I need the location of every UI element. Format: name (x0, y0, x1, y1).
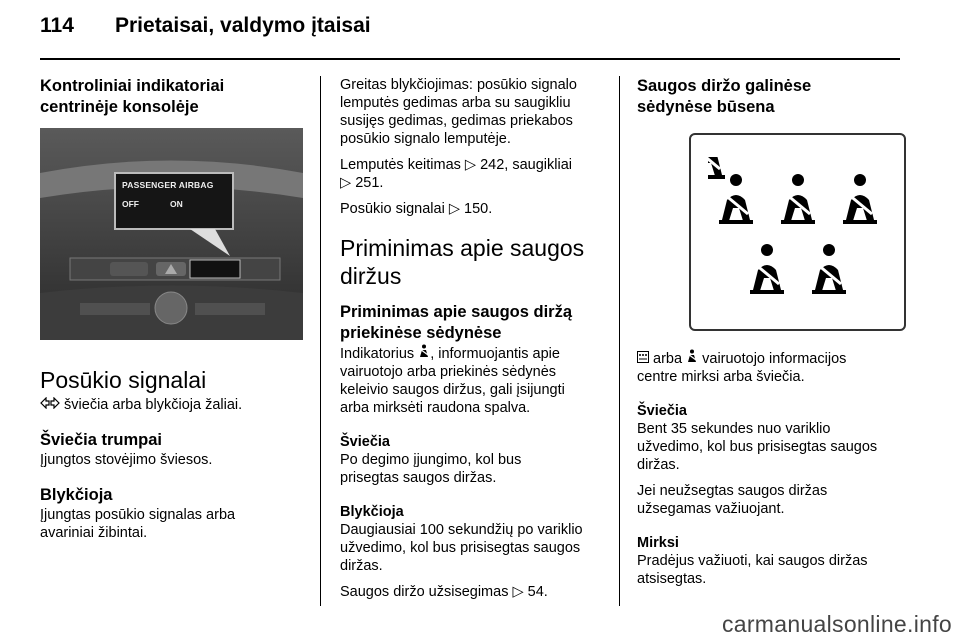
flashing-duration-text: Daugiausiai 100 sekundžių po variklio užvedimo, kol bus prisisegtas saugos diržas. (340, 522, 583, 574)
page-ref-arrow-icon: ▷ (464, 157, 477, 173)
section-heading-belt-reminder: Priminimas apie saugos diržus (340, 235, 585, 289)
subheading-lit-rear: Šviečia (637, 403, 687, 419)
subheading-flashing: Blykčioja (40, 486, 113, 504)
column-3 (637, 76, 901, 588)
indicator-text: Indikatorius , informuojantis apie vairuotojo arba priekinės sėdynės keleivio saugos diržus, gali įsijungti arba mirksėti raudona spalva. (340, 346, 565, 416)
subheading-flashing-rear: Mirksi (637, 535, 679, 551)
page-ref-arrow-icon: ▷ (448, 201, 460, 217)
section-heading-turn-signals: Posūkio signalai (40, 367, 207, 393)
bulb-replacement-text: Lemputės keitimas ▷ 242, saugikliai ▷ 251. (340, 157, 573, 191)
watermark: carmanualsonline.info (721, 611, 952, 637)
header-divider (40, 58, 900, 60)
subheading-lit: Šviečia (340, 434, 390, 450)
console-photo-illustration (40, 128, 303, 340)
airbag-off-label: OFF (122, 199, 139, 209)
flashing-text: Įjungtas posūkio signalas arba avariniai žibintai. (40, 507, 236, 541)
subheading-lit-briefly: Šviečia trumpai (40, 431, 162, 449)
fast-flashing-text: Greitas blykčiojimas: posūkio signalo lemputės gedimas arba su saugikliu susijęs gedimas, gedimas priekabos posūkio signalo lemputėje. (340, 77, 577, 147)
parking-lights-text: Įjungtos stovėjimo šviesos. (40, 452, 213, 468)
seatbelt-icon-third-left (750, 244, 784, 294)
subheading-flashing-2: Blykčioja (340, 504, 404, 520)
column-divider-1 (320, 76, 321, 606)
lit-text: Po degimo įjungimo, kol bus prisegtas saugos diržas. (340, 452, 522, 486)
seatbelt-icon-rear-left (719, 174, 753, 224)
section-heading-rear-belt-status: Saugos diržo galinėse sėdynėse būsena (637, 77, 812, 116)
airbag-on-label: ON (170, 199, 183, 209)
column-divider-2 (619, 76, 620, 606)
page-ref-arrow-icon: ▷ (340, 175, 352, 191)
page-number: 114 (40, 14, 74, 37)
seatbelt-icon-third-right (812, 244, 846, 294)
page-ref-arrow-icon: ▷ (512, 584, 524, 600)
dic-indicator-text: arba vairuotojo informacijos centre mirksi arba šviečia. (637, 351, 847, 385)
column-1 (40, 76, 304, 542)
airbag-label: PASSENGER AIRBAG (122, 180, 214, 190)
belt-fastening-ref-text: Saugos diržo užsisegimas ▷ 54. (340, 584, 548, 600)
console-photo (40, 128, 303, 340)
rear-seatbelt-status-display (689, 133, 906, 331)
flashing-rear-text: Pradėjus važiuoti, kai saugos diržas atsisegtas. (637, 553, 868, 587)
section-heading-console-indicators: Kontroliniai indikatoriai centrinėje konsolėje (40, 77, 225, 116)
turn-signals-ref-text: Posūkio signalai ▷ 150. (340, 201, 493, 217)
turn-signal-text: šviečia arba blykčioja žaliai. (40, 396, 304, 414)
seatbelt-icon-rear-right (843, 174, 877, 224)
rear-seatbelt-icons (708, 157, 888, 307)
column-2 (340, 76, 608, 601)
turn-signal-arrows-icon (40, 397, 60, 409)
page-header (40, 14, 371, 50)
seatbelt-icon (686, 349, 698, 363)
unfastened-text: Jei neužsegtas saugos diržas užsegamas važiuojant. (637, 483, 828, 517)
page-title: Prietaisai, valdymo įtaisai (115, 14, 371, 37)
seatbelt-icon-rear-center (781, 174, 815, 224)
seatbelt-icon (418, 344, 430, 358)
subheading-front-seat-reminder: Priminimas apie saugos diržą priekinėse sėdynėse (340, 303, 572, 342)
rear-seatbelt-symbol-icon (637, 351, 649, 363)
lit-rear-text: Bent 35 sekundes nuo variklio užvedimo, kol bus prisisegtas saugos diržas. (637, 421, 878, 473)
